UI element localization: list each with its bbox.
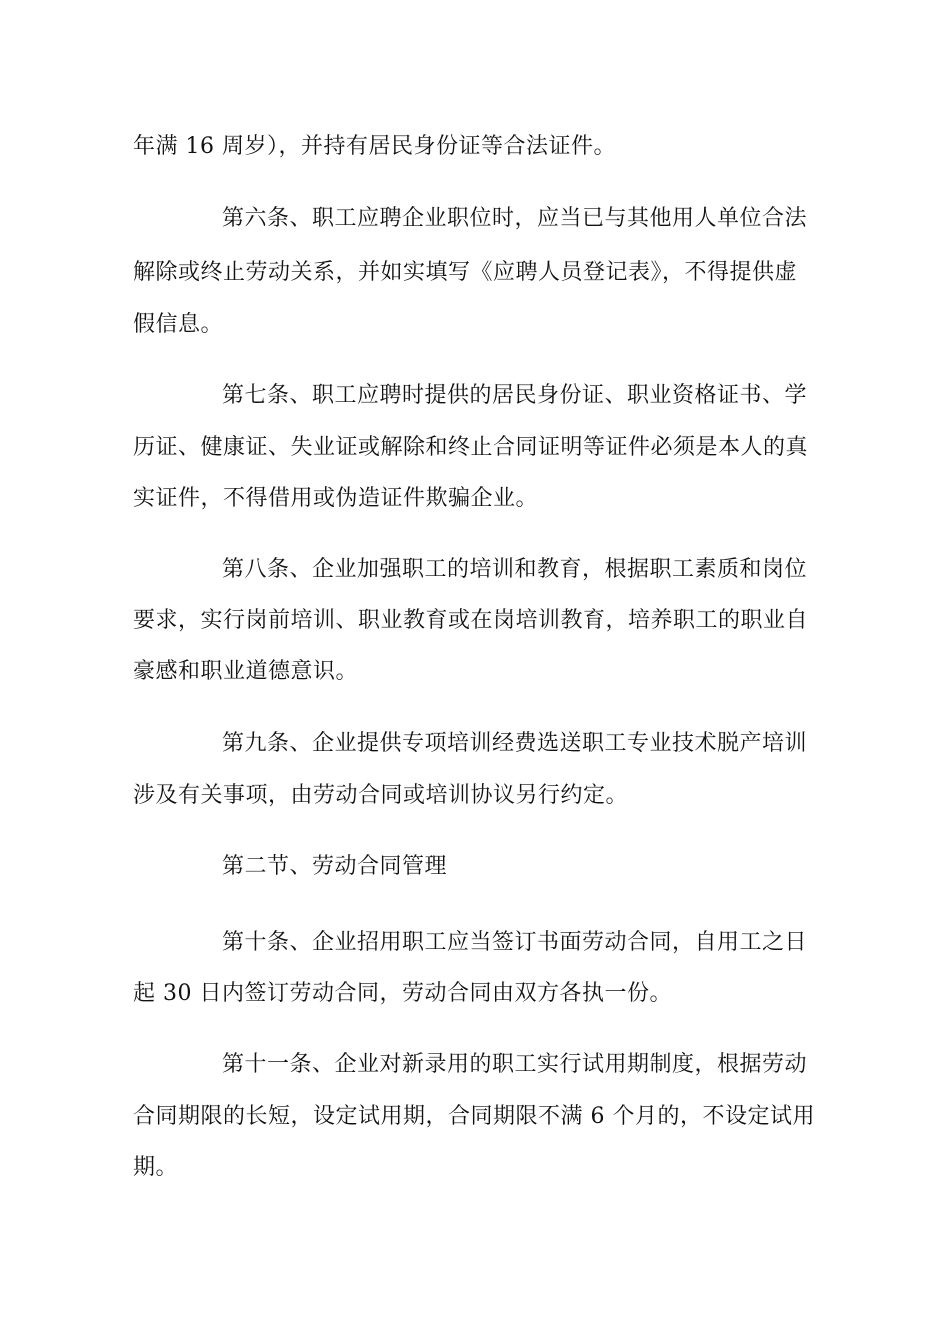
article-7-line-1: 第七条、职工应聘时提供的居民身份证、职业资格证书、学	[222, 383, 808, 408]
article-6-line-3: 假信息。	[133, 312, 224, 337]
article-9-line-1: 第九条、企业提供专项培训经费选送职工专业技术脱产培训	[222, 731, 808, 756]
article-7-line-2: 历证、健康证、失业证或解除和终止合同证明等证件必须是本人的真	[133, 435, 809, 460]
section-heading: 第二节、劳动合同管理	[222, 854, 448, 879]
article-9-line-2: 涉及有关事项，由劳动合同或培训协议另行约定。	[133, 783, 629, 808]
article-11-line-2: 合同期限的长短，设定试用期，合同期限不满 6 个月的，不设定试用	[133, 1104, 815, 1129]
text-line: 年满 16 周岁），并持有居民身份证等合法证件。	[133, 134, 616, 159]
article-8-line-2: 要求，实行岗前培训、职业教育或在岗培训教育，培养职工的职业自	[133, 608, 809, 633]
article-10-line-1: 第十条、企业招用职工应当签订书面劳动合同，自用工之日	[222, 930, 808, 955]
article-6-line-1: 第六条、职工应聘企业职位时，应当已与其他用人单位合法	[222, 206, 808, 231]
article-8-line-3: 豪感和职业道德意识。	[133, 659, 359, 684]
article-11-line-3: 期。	[133, 1155, 179, 1180]
article-7-line-3: 实证件，不得借用或伪造证件欺骗企业。	[133, 486, 539, 511]
article-10-line-2: 起 30 日内签订劳动合同，劳动合同由双方各执一份。	[133, 981, 672, 1006]
article-6-line-2: 解除或终止劳动关系，并如实填写《应聘人员登记表》，不得提供虚	[133, 260, 798, 285]
article-8-line-1: 第八条、企业加强职工的培训和教育，根据职工素质和岗位	[222, 557, 808, 582]
article-11-line-1: 第十一条、企业对新录用的职工实行试用期制度，根据劳动	[222, 1052, 808, 1077]
